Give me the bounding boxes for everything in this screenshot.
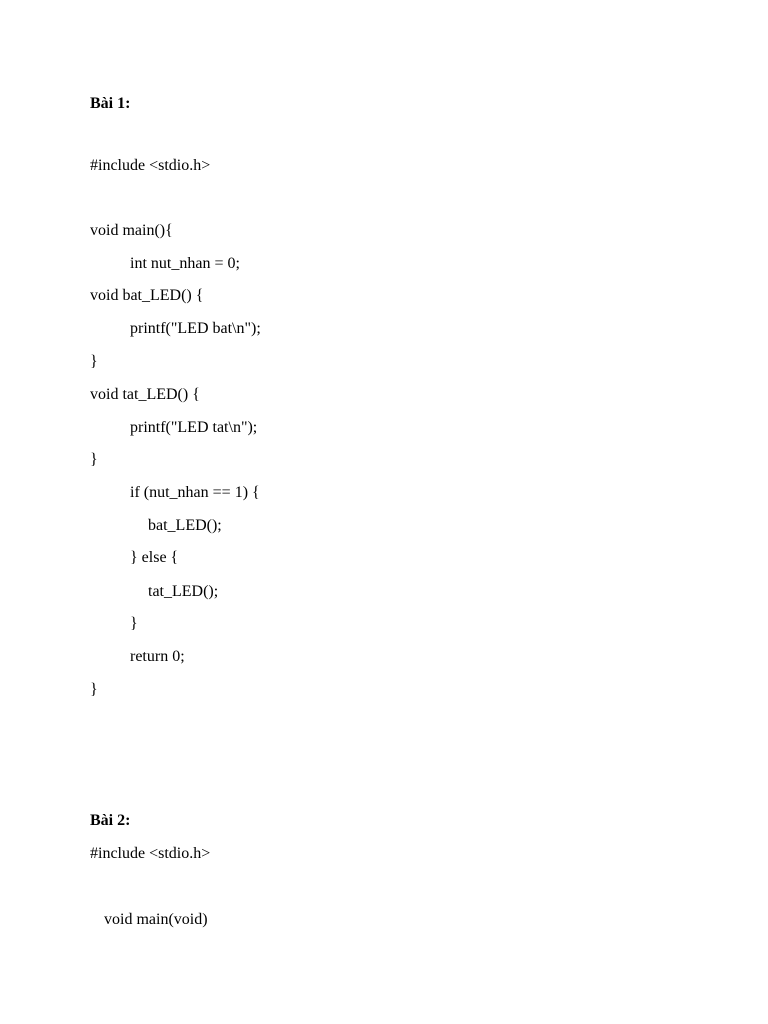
code-line: void main(){ [90, 222, 173, 239]
code-line: printf("LED bat\n"); [130, 320, 261, 337]
code-line: #include <stdio.h> [90, 845, 211, 862]
code-line: int nut_nhan = 0; [130, 255, 240, 272]
code-line: void bat_LED() { [90, 287, 204, 304]
code-line: } [90, 451, 98, 468]
code-line: void main(void) [104, 911, 208, 928]
exercise-1-heading: Bài 1: [90, 95, 131, 112]
code-line: if (nut_nhan == 1) { [130, 484, 260, 501]
code-line: } [90, 353, 98, 370]
code-line: } else { [130, 549, 179, 566]
code-line: } [130, 615, 138, 632]
code-line: } [90, 681, 98, 698]
exercise-2-heading: Bài 2: [90, 812, 131, 829]
code-line: bat_LED(); [148, 517, 222, 534]
code-line: tat_LED(); [148, 583, 219, 600]
code-line: return 0; [130, 648, 185, 665]
code-line: printf("LED tat\n"); [130, 419, 258, 436]
code-line: #include <stdio.h> [90, 157, 211, 174]
code-line: void tat_LED() { [90, 386, 200, 403]
